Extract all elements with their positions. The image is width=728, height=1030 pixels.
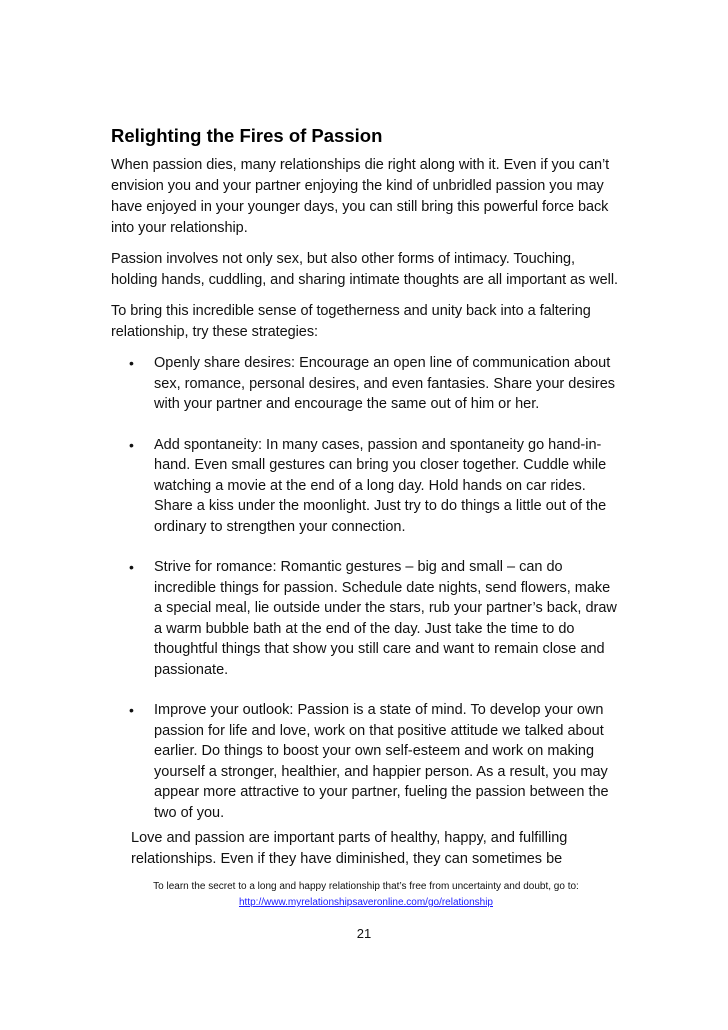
page-number: 21 [356, 926, 372, 941]
strategy-text: Add spontaneity: In many cases, passion and spontaneity go hand-in-hand. Even small gestures can bring you closer together. Cuddle while watching a movie at the end of a long day. Hold hands on car rides. Share a kiss under the moonlight. Just try to do things a little out of the ordinary to strengthen your connection. [154, 436, 607, 535]
strategy-text: Improve your outlook: Passion is a state of mind. To develop your own passion for life and love, work on that positive attitude we talked about earlier. Do things to boost your own self-esteem and work on making yourself a stronger, healthier, and happier person. As a result, you may appear more attractive to your partner, fueling the passion between the two of you. [154, 702, 609, 821]
footer-note: To learn the secret to a long and happy relationship that’s free from uncertainty and doubt, go to: [153, 881, 579, 892]
paragraph-intro: When passion dies, many relationships die right along with it. Even if you can’t envision you and your partner enjoying the kind of unbridled passion you may have enjoyed in your younger days, you can still bring this powerful force back into your relationship. [111, 157, 610, 236]
strategy-text: Strive for romance: Romantic gestures – big and small – can do incredible things for passion. Schedule date nights, send flowers, make a special meal, lie outside under the stars, rub your partner’s back, draw a warm bubble bath at the end of the day. Just take the time to do thoughtful things that show you still care and want to remain close and passionate. [154, 559, 617, 678]
bullet-icon: • [129, 436, 134, 453]
bullet-icon: • [129, 702, 134, 718]
strategy-text: Openly share desires: Encourage an open line of communication about sex, romance, personal desires, and even fantasies. Share your desires with your partner and encourage the same out of him or her. [154, 355, 616, 412]
list-item [111, 353, 621, 415]
paragraph-intimacy: Passion involves not only sex, but also other forms of intimacy. Touching, holding hands, cuddling, and sharing intimate thoughts are all important as well. [111, 251, 618, 288]
closing-paragraph: Love and passion are important parts of healthy, happy, and fulfilling relationships. Even if they have diminished, they can sometimes be [131, 830, 568, 867]
relationship-link[interactable]: http://www.myrelationshipsaveronline.com/go/relationship [238, 897, 493, 908]
list-item [111, 435, 621, 538]
section-heading: Relighting the Fires of Passion [111, 125, 383, 146]
list-item [111, 700, 621, 823]
bullet-icon: • [129, 355, 134, 371]
footer-link-container [111, 896, 621, 909]
main-content [111, 124, 621, 843]
strategy-list [111, 353, 621, 823]
list-item [111, 557, 621, 680]
bullet-icon: • [129, 559, 134, 575]
paragraph-strategies-intro: To bring this incredible sense of togetherness and unity back into a faltering relationship, try these strategies: [111, 303, 591, 340]
